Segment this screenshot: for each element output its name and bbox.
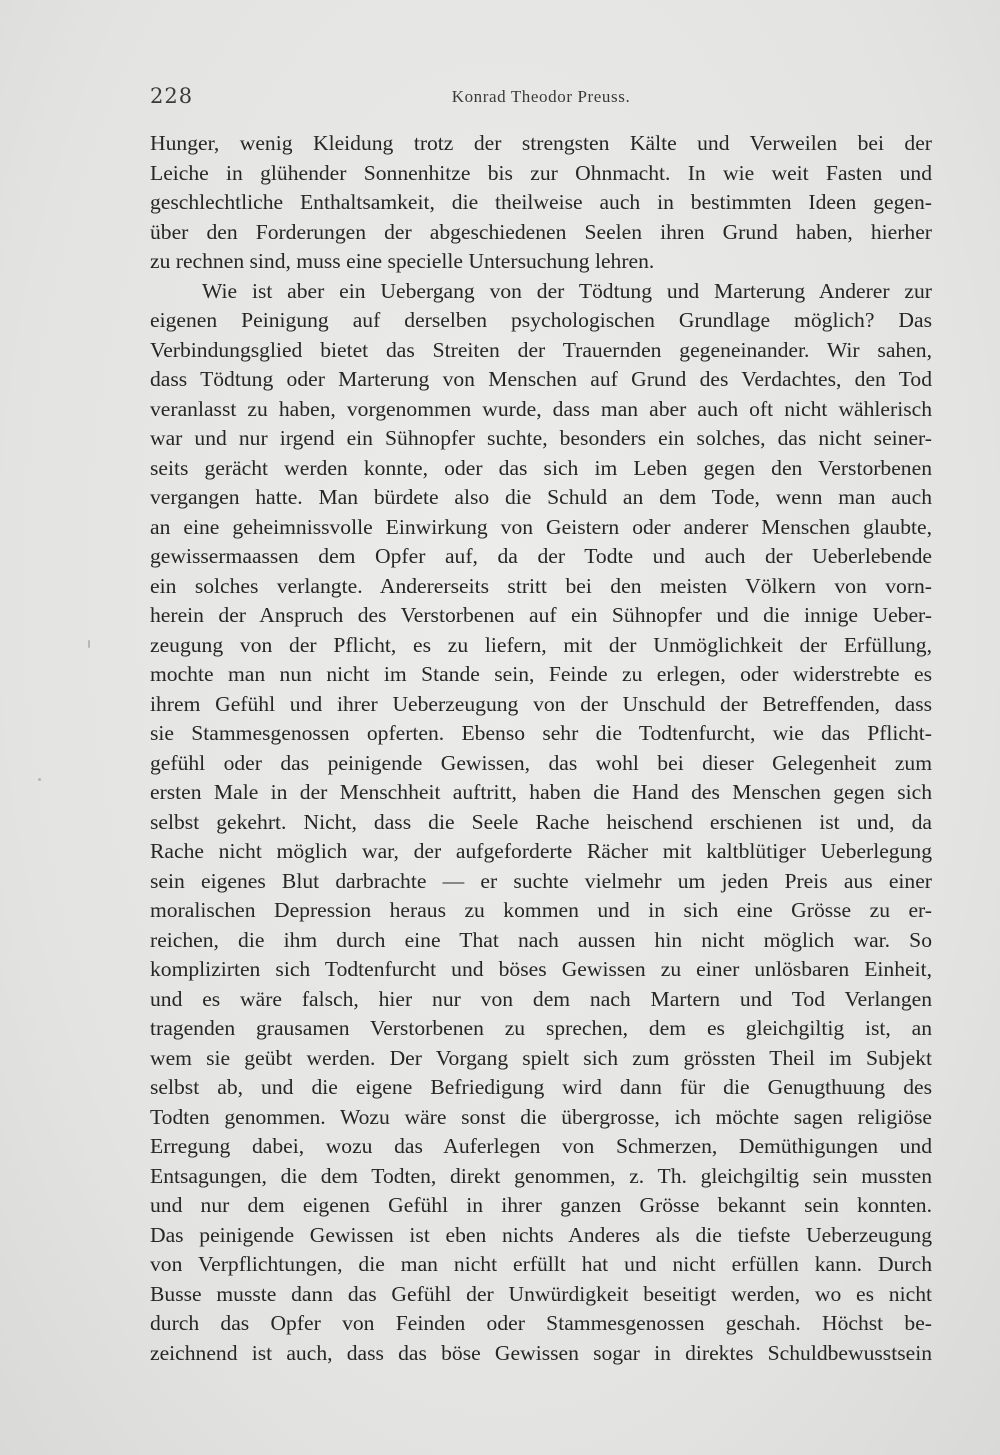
text-line: Verbindungsglied bietet das Streiten der Trauernden gegeneinander. Wir sahen, — [150, 337, 932, 362]
text-line: wem sie geübt werden. Der Vorgang spielt sich zum grössten Theil im Subjekt — [150, 1045, 932, 1070]
text-line: von Verpflichtungen, die man nicht erfüllt hat und nicht erfüllen kann. Durch — [150, 1252, 932, 1276]
text-line: an eine geheimnissvolle Einwirkung von Geistern oder anderer Menschen glaubte, — [150, 514, 932, 539]
text-line: eigenen Peinigung auf derselben psychologischen Grundlage möglich? Das — [150, 308, 932, 332]
text-line: komplizirten sich Todtenfurcht und böses Gewissen zu einer unlösbaren Einheit, — [150, 957, 932, 981]
paper-speck — [38, 778, 41, 781]
text-line: Rache nicht möglich war, der aufgeforderte Rächer mit kaltblütiger Ueberlegung — [150, 839, 932, 863]
text-line: gewissermaassen dem Opfer auf, da der Todte und auch der Ueberlebende — [150, 544, 932, 568]
text-line: sie Stammesgenossen opferten. Ebenso sehr die Todtenfurcht, wie das Pflicht- — [150, 721, 932, 745]
text-line: vergangen hatte. Man bürdete also die Schuld an dem Tode, wenn man auch — [150, 485, 932, 509]
text-line: zu rechnen sind, muss eine specielle Untersuchung lehren. — [150, 249, 655, 273]
text-line: über den Forderungen der abgeschiedenen Seelen ihren Grund haben, hierher — [150, 219, 932, 244]
text-line: selbst gekehrt. Nicht, dass die Seele Rache heischend erschienen ist und, da — [150, 809, 932, 834]
body-text — [150, 129, 932, 1368]
text-line: herein der Anspruch des Verstorbenen auf ein Sühnopfer und die innige Ueber- — [150, 603, 932, 627]
text-line: tragenden grausamen Verstorbenen zu sprechen, dem es gleichgiltig ist, an — [150, 1016, 932, 1040]
text-line: zeugung von der Pflicht, es zu liefern, mit der Unmöglichkeit der Erfüllung, — [150, 632, 932, 657]
text-line: gefühl oder das peinigende Gewissen, das wohl bei dieser Gelegenheit zum — [150, 750, 932, 775]
text-line: reichen, die ihm durch eine That nach aussen hin nicht möglich war. So — [150, 927, 932, 952]
text-line: Erregung dabei, wozu das Auferlegen von Schmerzen, Demüthigungen und — [150, 1134, 932, 1158]
text-line: selbst ab, und die eigene Befriedigung wird dann für die Genugthuung des — [150, 1075, 932, 1099]
text-line: Entsagungen, die dem Todten, direkt genommen, z. Th. gleichgiltig sein mussten — [150, 1163, 932, 1188]
page-number: 228 — [150, 84, 194, 108]
text-line: Busse musste dann das Gefühl der Unwürdigkeit beseitigt werden, wo es nicht — [150, 1281, 932, 1306]
text-line: mochte man nun nicht im Stande sein, Feinde zu erlegen, oder widerstrebte es — [150, 662, 932, 686]
text-line: und nur dem eigenen Gefühl in ihrer ganzen Grösse bekannt sein konnten. — [150, 1193, 932, 1217]
paper-speck — [88, 640, 90, 648]
text-line: veranlasst zu haben, vorgenommen wurde, dass man aber auch oft nicht wählerisch — [150, 396, 932, 421]
text-line: Das peinigende Gewissen ist eben nichts Anderes als die tiefste Ueberzeugung — [150, 1222, 932, 1247]
text-line: dass Tödtung oder Marterung von Menschen auf Grund des Verdachtes, den Tod — [150, 367, 932, 391]
text-line: geschlechtliche Enthaltsamkeit, die theilweise auch in bestimmten Ideen gegen- — [150, 190, 932, 214]
text-line: und es wäre falsch, hier nur von dem nach Martern und Tod Verlangen — [150, 986, 932, 1011]
text-line: moralischen Depression heraus zu kommen und in sich eine Grösse zu er- — [150, 898, 932, 922]
text-line: zeichnend ist auch, dass das böse Gewissen sogar in direktes Schuldbewusstsein — [150, 1340, 932, 1365]
text-line: seits gerächt werden konnte, oder das sich im Leben gegen den Verstorbenen — [150, 455, 932, 480]
running-title: Konrad Theodor Preuss. — [451, 87, 631, 106]
text-line: Hunger, wenig Kleidung trotz der strengsten Kälte und Verweilen bei der — [150, 131, 932, 155]
text-line: ersten Male in der Menschheit auftritt, haben die Hand des Menschen gegen sich — [150, 780, 932, 804]
text-line: durch das Opfer von Feinden oder Stammesgenossen geschah. Höchst be- — [150, 1311, 932, 1335]
text-line: Todten genommen. Wozu wäre sonst die übergrosse, ich möchte sagen religiöse — [150, 1104, 932, 1129]
text-line: sein eigenes Blut darbrachte — er suchte vielmehr um jeden Preis aus einer — [150, 868, 932, 893]
running-header — [150, 84, 932, 114]
text-line: ein solches verlangte. Andererseits stritt bei den meisten Völkern von vorn- — [150, 573, 932, 598]
text-line: Leiche in glühender Sonnenhitze bis zur Ohnmacht. In wie weit Fasten und — [150, 160, 932, 185]
text-line: ihrem Gefühl und ihrer Ueberzeugung von der Unschuld der Betreffenden, dass — [150, 691, 932, 716]
paragraph-first-line: Wie ist aber ein Uebergang von der Tödtung und Marterung Anderer zur — [202, 278, 932, 303]
text-line: war und nur irgend ein Sühnopfer suchte, besonders ein solches, das nicht seiner- — [150, 426, 932, 450]
